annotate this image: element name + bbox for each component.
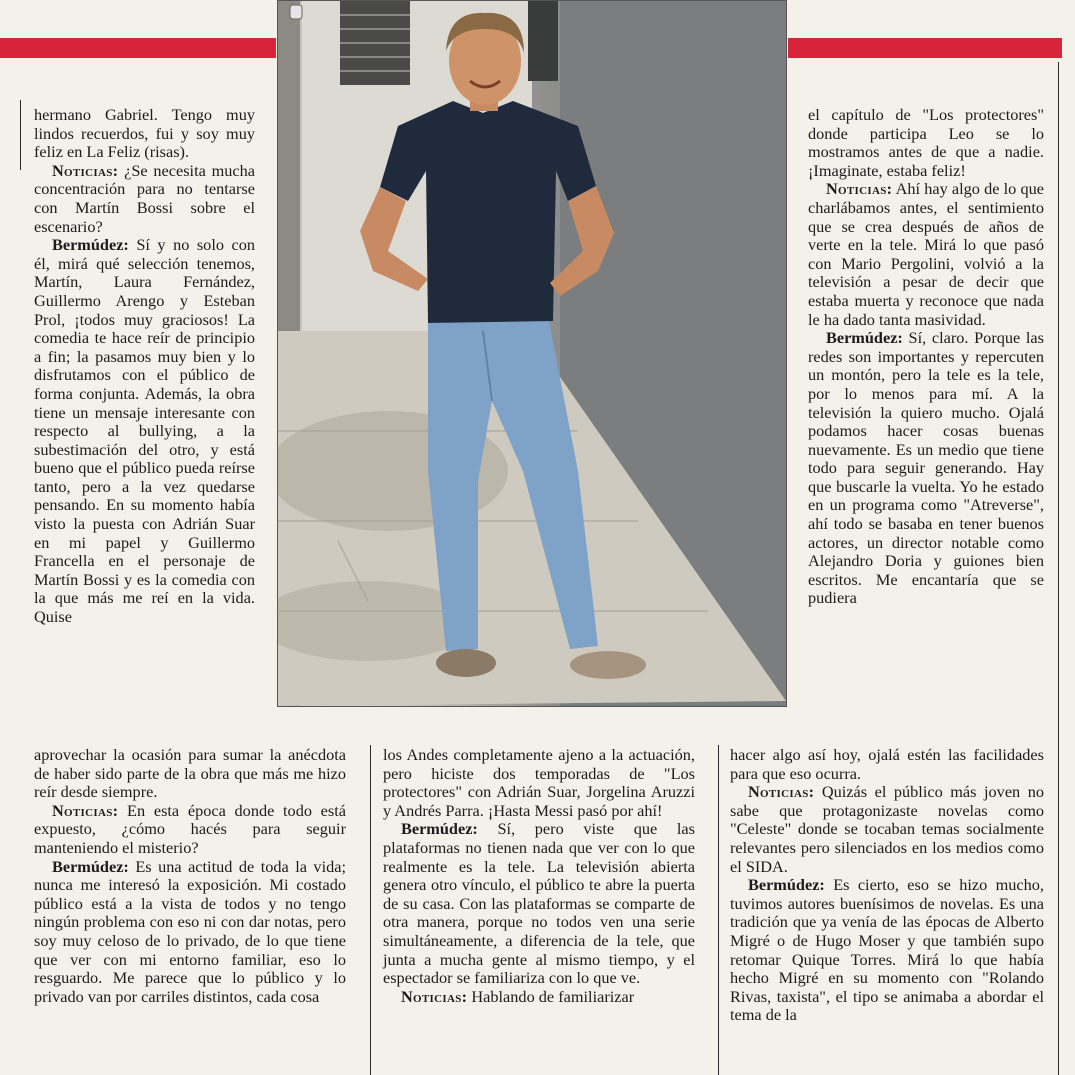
question-text: Ahí hay algo de lo que charlábamos antes, el sentimiento que se crea después de años de verte en la tele. Mirá lo que pasó con Mario Pergolini, volvió a la televisión a pesar de decir que estaba muerta y reconoce que nada le ha dado tanta masividad. [808,179,1044,329]
article-column-2 [383,746,695,1006]
question-paragraph [383,988,695,1007]
interviewer-label: Noticias: [401,986,468,1006]
article-column-3-continued [730,746,1044,1025]
answer-text: Sí, pero viste que las plataformas no tienen nada que ver con lo que realmente es la tele. La televisión abierta genera otro vínculo, el público te abre la puerta de su casa. Con las plataformas se comparte de otra manera, porque no todos ven una serie simultáneamente, a diferencia de la tele, que junta a mucha gente al mismo tiempo, y el espectador se familiariza con lo que ve. [383,819,695,988]
paragraph: hermano Gabriel. Tengo muy lindos recuerdos, fui y soy muy feliz en La Feliz (risas). [34,105,255,162]
paragraph: los Andes completamente ajeno a la actuación, pero hiciste dos temporadas de "Los protectores" con Adrián Suar, Jorgelina Aruzzi y Andrés Parra. ¡Hasta Messi pasó por ahí! [383,745,695,820]
interviewer-label: Noticias: [826,179,893,199]
question-paragraph [730,783,1044,876]
answer-paragraph [34,236,255,626]
section-color-bar-left [0,38,276,58]
answer-text: Sí y no solo con él, mirá qué selección tenemos, Martín, Laura Fernández, Guillermo Arengo y Esteban Prol, ¡todos muy graciosos! La comedia te hace reír de principio a fin; la pasamos muy bien y lo disfrutamos con el público de forma conjunta. Además, la obra tiene un mensaje interesante con respecto al bullying, a la subestimación del otro, y está bueno que el público pueda reírse tanto, pero a la vez quedarse pensando. En su momento había visto la puesta con Adrián Suar en mi papel y Guillermo Francella en el personaje de Martín Bossi y es la comedia con la que más me reí en la vida. Quise [34,235,255,627]
question-text: Quizás el público más joven no sabe que protagonizaste novelas como "Celeste" donde se tocaban temas socialmente relevantes pero silenciados en los medios como el SIDA. [730,782,1044,876]
question-text: ¿Se necesita mucha concentración para no tentarse con Martín Bossi sobre el escenario? [34,160,255,236]
interviewer-label: Noticias: [52,160,119,180]
answer-paragraph [730,876,1044,1025]
interviewee-label: Bermúdez: [748,875,825,895]
answer-text: Es una actitud de toda la vida; nunca me interesó la exposición. Mi costado público está a la vista de todos y no tengo ningún problema con eso ni con dar notas, pero soy muy celoso de lo privado, de lo que tiene que ver con mi entorno familiar, eso lo resguardo. Me parece que lo público y lo privado van por carriles distintos, cada cosa [34,856,346,1006]
answer-text: Es cierto, eso se hizo mucho, tuvimos autores buenísimos de novelas. Es una tradición que ya venía de las épocas de Alberto Migré o de Hugo Moser y que también supo retomar Quique Torres. Mirá lo que había hecho Migré en su momento con "Rolando Rivas, taxista", el tipo se animaba a abordar el tema de la [730,875,1044,1025]
portrait-illustration [278,1,786,706]
answer-text: Sí, claro. Porque las redes son importantes y repercuten un montón, pero la tele es la tele, por lo menos para mí. A la televisión la quiero mucho. Ojalá podamos hacer cosas buenas nuevamente. Es un medio que tiene todo para seguir generando. Hay que buscarle la vuelta. Yo he estado en un programa como "Atreverse", ahí todo se basaba en tener buenos actores, un director notable como Alejandro Doria y guiones bien escritos. Me encantaría que se pudiera [808,328,1044,608]
article-column-1 [34,106,255,627]
interviewee-label: Bermúdez: [401,819,478,839]
interviewer-label: Noticias: [748,782,815,802]
question-text: En esta época donde todo está expuesto, ¿cómo hacés para seguir manteniendo el misterio? [34,800,346,857]
column-rule-middle-2 [718,745,719,1075]
paragraph: hacer algo así hoy, ojalá estén las facilidades para que eso ocurra. [730,745,1044,783]
answer-paragraph [34,858,346,1007]
interviewee-label: Bermúdez: [52,856,129,876]
question-paragraph [34,162,255,236]
article-photo [277,0,787,707]
answer-paragraph [808,329,1044,608]
answer-paragraph [383,820,695,987]
question-paragraph [808,180,1044,329]
section-color-bar-right [788,38,1062,58]
paragraph: el capítulo de "Los protectores" donde participa Leo se lo mostramos antes de que a nadie. ¡Imaginate, estaba feliz! [808,105,1044,180]
interviewee-label: Bermúdez: [52,235,129,255]
paragraph: aprovechar la ocasión para sumar la anécdota de haber sido parte de la obra que más me hizo reír desde siempre. [34,745,346,802]
interviewer-label: Noticias: [52,800,119,820]
article-column-3 [808,106,1044,608]
question-text: Hablando de familiarizar [467,986,635,1006]
question-paragraph [34,802,346,858]
article-column-1-continued [34,746,346,1006]
column-rule-left [20,100,21,170]
column-rule-right [1058,62,1059,1075]
interviewee-label: Bermúdez: [826,328,903,348]
column-rule-middle-1 [370,745,371,1075]
